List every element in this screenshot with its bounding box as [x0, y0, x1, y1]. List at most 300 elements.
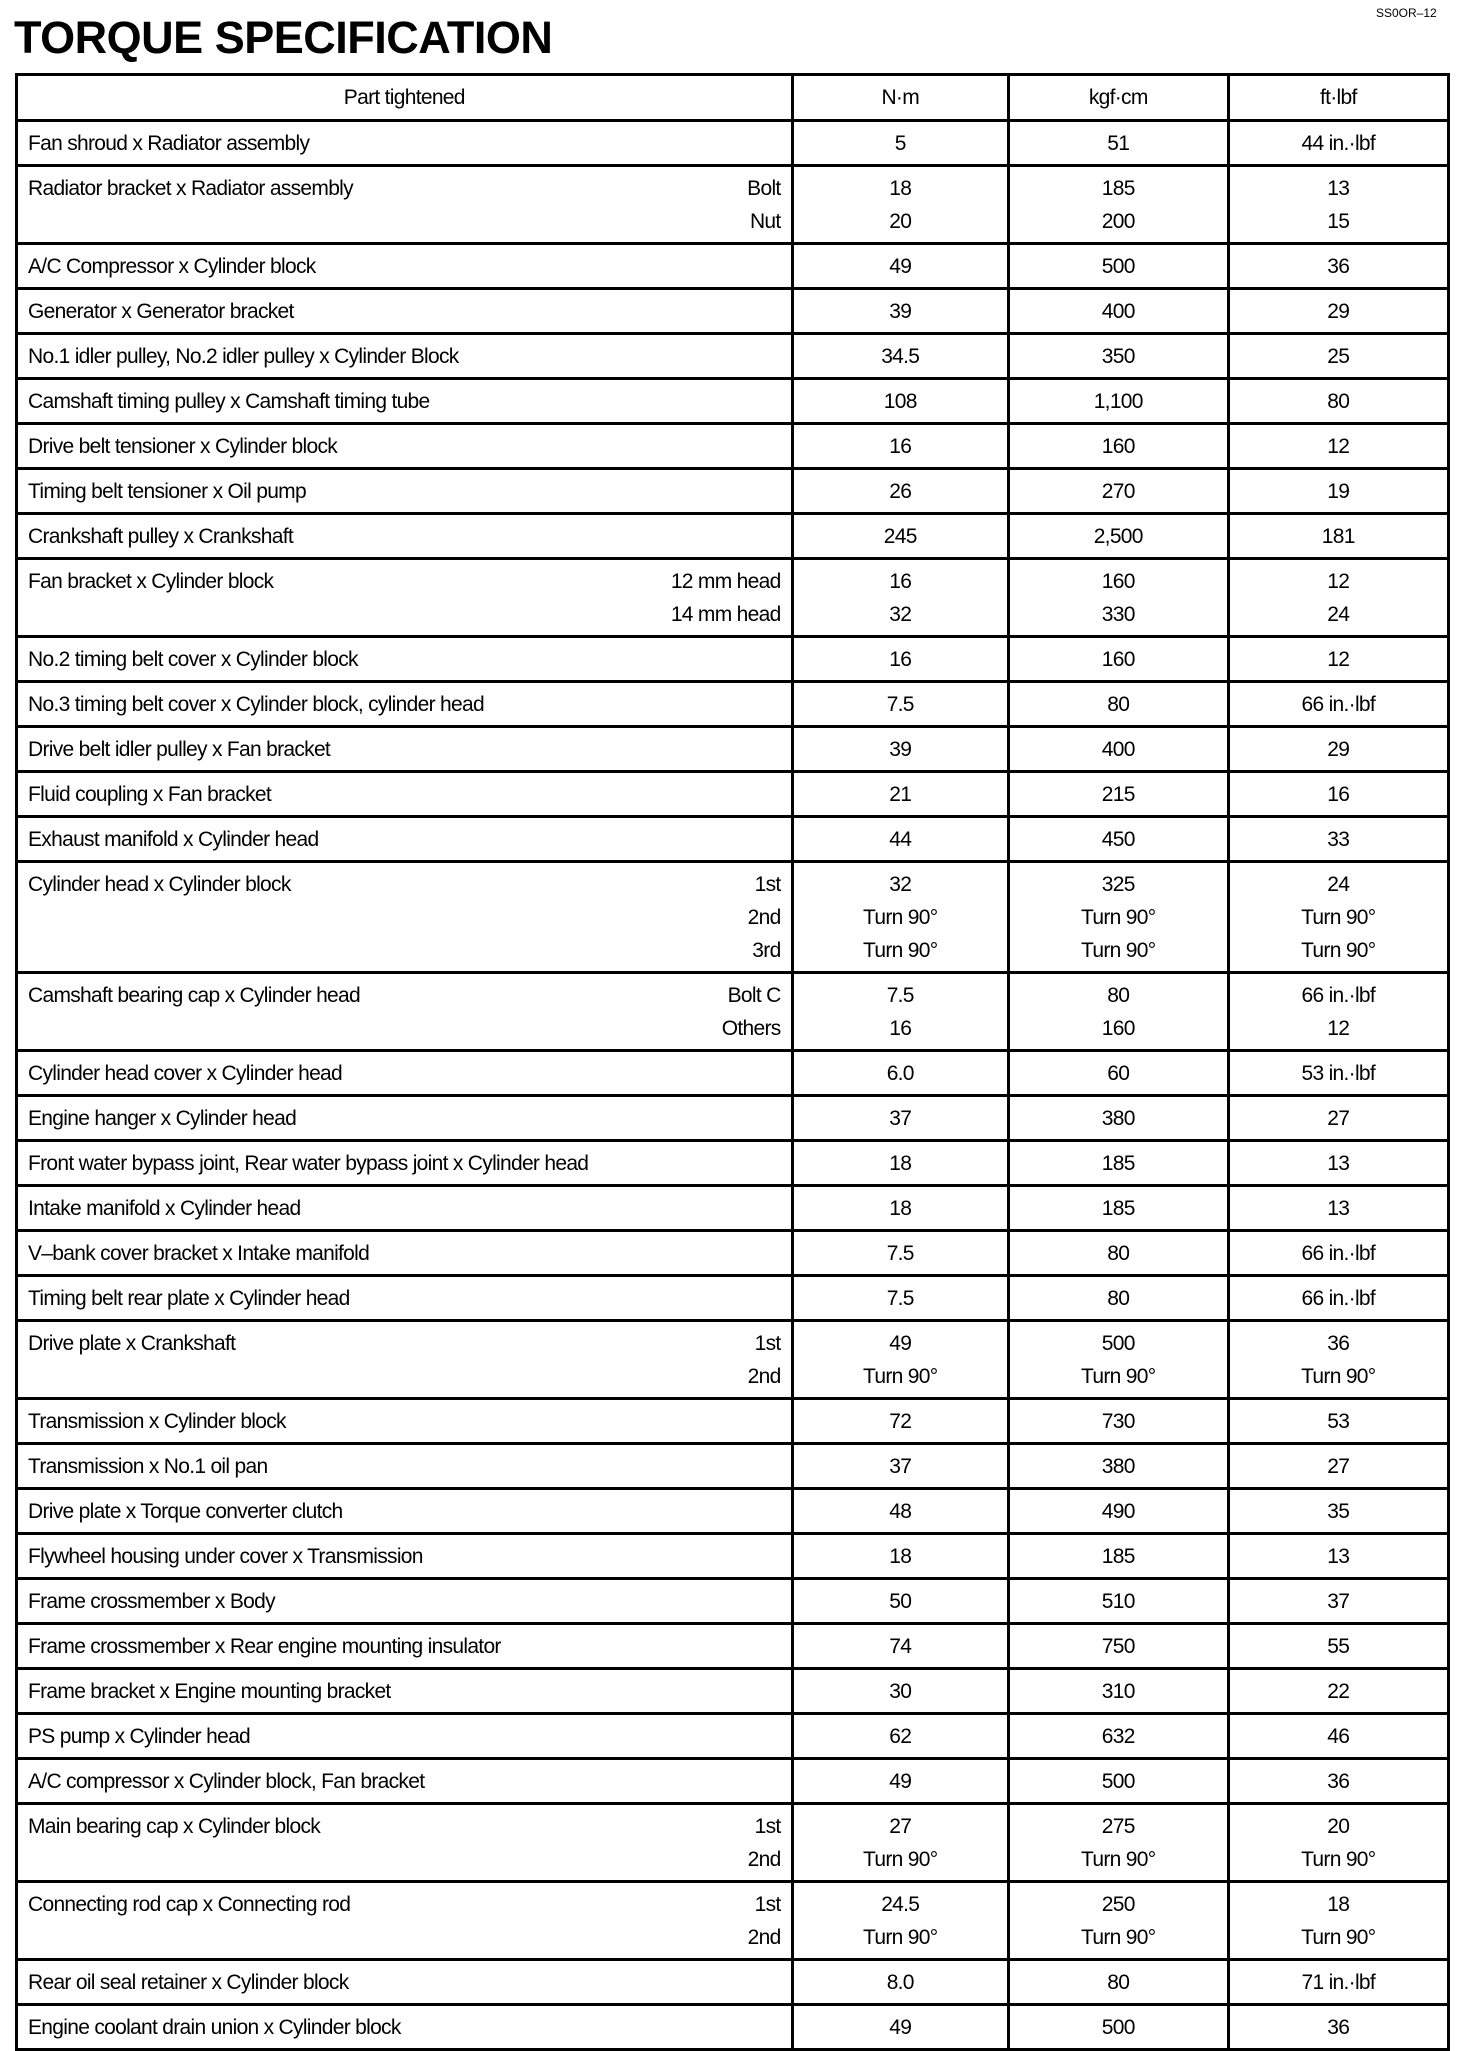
part-name: Main bearing cap x Cylinder block	[28, 1815, 321, 1838]
kgfcm-value: 80	[1107, 1971, 1130, 1994]
part-name: No.1 idler pulley, No.2 idler pulley x Cylinder Block	[28, 345, 459, 368]
kgfcm-value-cell	[1008, 424, 1228, 469]
table-row	[17, 727, 1449, 772]
part-cell	[17, 1051, 793, 1096]
part-name: Drive belt tensioner x Cylinder block	[28, 435, 338, 458]
ftlbf-value: 12	[1327, 648, 1350, 671]
ftlbf-value: 33	[1327, 828, 1350, 851]
nm-value: 74	[889, 1635, 912, 1658]
nm-value: 16	[889, 648, 912, 671]
table-row	[17, 469, 1449, 514]
table-row	[17, 559, 1449, 637]
ftlbf-value-cell	[1228, 682, 1448, 727]
nm-value-cell	[792, 772, 1008, 817]
part-cell	[17, 469, 793, 514]
kgfcm-value-cell	[1008, 1399, 1228, 1444]
condition-label: Bolt C	[727, 984, 781, 1007]
part-cell	[17, 1669, 793, 1714]
nm-value: 50	[889, 1590, 912, 1613]
part-name: Flywheel housing under cover x Transmission	[28, 1545, 423, 1568]
table-row	[17, 1489, 1449, 1534]
part-name: Fan bracket x Cylinder block	[28, 570, 274, 593]
nm-value-cell	[792, 1714, 1008, 1759]
nm-value: 16	[889, 435, 912, 458]
condition-label: Bolt	[747, 177, 781, 200]
kgfcm-value: 160	[1101, 648, 1135, 671]
ftlbf-value: 13	[1327, 1545, 1350, 1568]
nm-value: 18	[889, 1197, 912, 1220]
nm-value: 16	[889, 570, 912, 593]
table-row	[17, 289, 1449, 334]
ftlbf-value: Turn 90°	[1301, 1926, 1376, 1949]
kgfcm-value-cell	[1008, 772, 1228, 817]
kgfcm-value: 160	[1101, 435, 1135, 458]
ftlbf-value: 36	[1327, 1770, 1350, 1793]
ftlbf-value-cell	[1228, 1321, 1448, 1399]
condition-label: 2nd	[747, 1848, 781, 1871]
ftlbf-value: 53	[1327, 1410, 1350, 1433]
nm-value: 21	[889, 783, 912, 806]
part-cell	[17, 973, 793, 1051]
ftlbf-value-cell	[1228, 817, 1448, 862]
ftlbf-value: 13	[1327, 1152, 1350, 1175]
kgfcm-value-cell	[1008, 1624, 1228, 1669]
ftlbf-value-cell	[1228, 727, 1448, 772]
nm-value-cell	[792, 973, 1008, 1051]
ftlbf-value: 37	[1327, 1590, 1350, 1613]
nm-value: 37	[889, 1455, 912, 1478]
kgfcm-value: 510	[1101, 1590, 1135, 1613]
kgfcm-value-cell	[1008, 1444, 1228, 1489]
header-nm: N·m	[792, 75, 1008, 121]
part-name: Drive plate x Crankshaft	[28, 1332, 236, 1355]
nm-value: 20	[889, 210, 912, 233]
nm-value-cell	[792, 121, 1008, 166]
ftlbf-value: 36	[1327, 2016, 1350, 2039]
kgfcm-value-cell	[1008, 727, 1228, 772]
nm-value: 39	[889, 738, 912, 761]
kgfcm-value-cell	[1008, 2005, 1228, 2050]
part-name: Transmission x Cylinder block	[28, 1410, 286, 1433]
part-name: Fan shroud x Radiator assembly	[28, 132, 310, 155]
part-name: Camshaft timing pulley x Camshaft timing tube	[28, 390, 430, 413]
part-name: No.3 timing belt cover x Cylinder block, cylinder head	[28, 693, 484, 716]
nm-value: 7.5	[886, 1287, 914, 1310]
kgfcm-value: 60	[1107, 1062, 1130, 1085]
part-name: Transmission x No.1 oil pan	[28, 1455, 268, 1478]
table-row	[17, 1882, 1449, 1960]
nm-value-cell	[792, 244, 1008, 289]
nm-value: 49	[889, 2016, 912, 2039]
nm-value-cell	[792, 1186, 1008, 1231]
kgfcm-value-cell	[1008, 469, 1228, 514]
ftlbf-value: 35	[1327, 1500, 1350, 1523]
nm-value: 49	[889, 1332, 912, 1355]
nm-value-cell	[792, 2005, 1008, 2050]
torque-table	[15, 73, 1450, 2051]
part-name: Rear oil seal retainer x Cylinder block	[28, 1971, 349, 1994]
condition-label: Others	[721, 1017, 781, 1040]
kgfcm-value: 500	[1101, 2016, 1135, 2039]
condition-label: 2nd	[747, 906, 781, 929]
header-kgfcm: kgf·cm	[1008, 75, 1228, 121]
ftlbf-value: 13	[1327, 177, 1350, 200]
part-name: Cylinder head cover x Cylinder head	[28, 1062, 343, 1085]
nm-value-cell	[792, 1444, 1008, 1489]
part-cell	[17, 637, 793, 682]
nm-value-cell	[792, 682, 1008, 727]
ftlbf-value-cell	[1228, 514, 1448, 559]
kgfcm-value: 185	[1101, 1152, 1135, 1175]
kgfcm-value-cell	[1008, 1489, 1228, 1534]
kgfcm-value: 160	[1101, 570, 1135, 593]
nm-value: 30	[889, 1680, 912, 1703]
ftlbf-value: 19	[1327, 480, 1350, 503]
ftlbf-value-cell	[1228, 1096, 1448, 1141]
part-name: Frame crossmember x Rear engine mounting insulator	[28, 1635, 501, 1658]
kgfcm-value-cell	[1008, 1669, 1228, 1714]
part-cell	[17, 1444, 793, 1489]
kgfcm-value-cell	[1008, 514, 1228, 559]
ftlbf-value: 181	[1321, 525, 1355, 548]
ftlbf-value: 66 in.·lbf	[1301, 984, 1376, 1007]
ftlbf-value: 36	[1327, 1332, 1350, 1355]
kgfcm-value: 185	[1101, 177, 1135, 200]
table-row	[17, 637, 1449, 682]
nm-value-cell	[792, 424, 1008, 469]
nm-value: 39	[889, 300, 912, 323]
part-cell	[17, 1882, 793, 1960]
condition-label: 2nd	[747, 1926, 781, 1949]
kgfcm-value: 750	[1101, 1635, 1135, 1658]
nm-value-cell	[792, 514, 1008, 559]
nm-value: 108	[883, 390, 917, 413]
ftlbf-value: 18	[1327, 1893, 1350, 1916]
nm-value-cell	[792, 1096, 1008, 1141]
kgfcm-value: 400	[1101, 738, 1135, 761]
kgfcm-value: 200	[1101, 210, 1135, 233]
part-cell	[17, 424, 793, 469]
table-row	[17, 1096, 1449, 1141]
nm-value: 8.0	[886, 1971, 914, 1994]
part-cell	[17, 1141, 793, 1186]
nm-value-cell	[792, 166, 1008, 244]
nm-value-cell	[792, 379, 1008, 424]
nm-value-cell	[792, 289, 1008, 334]
ftlbf-value-cell	[1228, 379, 1448, 424]
part-cell	[17, 817, 793, 862]
condition-label: 1st	[754, 873, 781, 896]
kgfcm-value: 350	[1101, 345, 1135, 368]
table-row	[17, 1321, 1449, 1399]
kgfcm-value-cell	[1008, 1882, 1228, 1960]
ftlbf-value: 24	[1327, 873, 1350, 896]
nm-value-cell	[792, 469, 1008, 514]
nm-value: 32	[889, 603, 912, 626]
part-name: Drive belt idler pulley x Fan bracket	[28, 738, 331, 761]
table-row	[17, 973, 1449, 1051]
kgfcm-value-cell	[1008, 289, 1228, 334]
kgfcm-value-cell	[1008, 1759, 1228, 1804]
nm-value: 49	[889, 255, 912, 278]
kgfcm-value: 250	[1101, 1893, 1135, 1916]
nm-value-cell	[792, 1759, 1008, 1804]
nm-value: 7.5	[886, 693, 914, 716]
ftlbf-value-cell	[1228, 1141, 1448, 1186]
ftlbf-value-cell	[1228, 559, 1448, 637]
kgfcm-value: 730	[1101, 1410, 1135, 1433]
nm-value-cell	[792, 1321, 1008, 1399]
nm-value: 37	[889, 1107, 912, 1130]
nm-value-cell	[792, 862, 1008, 973]
ftlbf-value-cell	[1228, 289, 1448, 334]
kgfcm-value-cell	[1008, 166, 1228, 244]
kgfcm-value: 450	[1101, 828, 1135, 851]
header-part: Part tightened	[17, 75, 793, 121]
kgfcm-value: 80	[1107, 1242, 1130, 1265]
ftlbf-value: 20	[1327, 1815, 1350, 1838]
ftlbf-value: Turn 90°	[1301, 939, 1376, 962]
kgfcm-value-cell	[1008, 1321, 1228, 1399]
table-row	[17, 1534, 1449, 1579]
nm-value: Turn 90°	[863, 1365, 938, 1388]
kgfcm-value-cell	[1008, 1534, 1228, 1579]
ftlbf-value: 53 in.·lbf	[1301, 1062, 1376, 1085]
table-row	[17, 166, 1449, 244]
table-row	[17, 1186, 1449, 1231]
ftlbf-value: 25	[1327, 345, 1350, 368]
ftlbf-value: 24	[1327, 603, 1350, 626]
ftlbf-value-cell	[1228, 1882, 1448, 1960]
table-row	[17, 1051, 1449, 1096]
table-row	[17, 1276, 1449, 1321]
nm-value: 7.5	[886, 1242, 914, 1265]
header-ftlbf: ft·lbf	[1228, 75, 1448, 121]
condition-label: 1st	[754, 1893, 781, 1916]
ftlbf-value: 12	[1327, 435, 1350, 458]
kgfcm-value: Turn 90°	[1081, 1365, 1156, 1388]
part-name: A/C compressor x Cylinder block, Fan bracket	[28, 1770, 425, 1793]
kgfcm-value: 400	[1101, 300, 1135, 323]
ftlbf-value: 12	[1327, 1017, 1350, 1040]
table-row	[17, 1579, 1449, 1624]
nm-value: 27	[889, 1815, 912, 1838]
table-row	[17, 514, 1449, 559]
condition-label: 2nd	[747, 1365, 781, 1388]
ftlbf-value: 12	[1327, 570, 1350, 593]
ftlbf-value-cell	[1228, 121, 1448, 166]
nm-value-cell	[792, 817, 1008, 862]
ftlbf-value-cell	[1228, 862, 1448, 973]
ftlbf-value: 27	[1327, 1107, 1350, 1130]
nm-value: 7.5	[886, 984, 914, 1007]
part-name: Frame bracket x Engine mounting bracket	[28, 1680, 391, 1703]
nm-value-cell	[792, 1624, 1008, 1669]
table-row	[17, 1444, 1449, 1489]
kgfcm-value-cell	[1008, 1579, 1228, 1624]
ftlbf-value-cell	[1228, 1399, 1448, 1444]
kgfcm-value: 51	[1107, 132, 1130, 155]
nm-value: 34.5	[881, 345, 920, 368]
ftlbf-value-cell	[1228, 772, 1448, 817]
nm-value-cell	[792, 1882, 1008, 1960]
part-name: Fluid coupling x Fan bracket	[28, 783, 272, 806]
table-row	[17, 121, 1449, 166]
part-name: No.2 timing belt cover x Cylinder block	[28, 648, 358, 671]
nm-value: 72	[889, 1410, 912, 1433]
kgfcm-value: 275	[1101, 1815, 1135, 1838]
table-row	[17, 379, 1449, 424]
table-row	[17, 862, 1449, 973]
nm-value: 245	[883, 525, 917, 548]
part-name: Intake manifold x Cylinder head	[28, 1197, 301, 1220]
part-cell	[17, 334, 793, 379]
document-code: SS0OR–12	[1376, 6, 1437, 20]
ftlbf-value: 46	[1327, 1725, 1350, 1748]
nm-value-cell	[792, 1960, 1008, 2005]
condition-label: 14 mm head	[670, 603, 781, 626]
ftlbf-value: 66 in.·lbf	[1301, 1242, 1376, 1265]
table-row	[17, 772, 1449, 817]
kgfcm-value-cell	[1008, 862, 1228, 973]
ftlbf-value-cell	[1228, 166, 1448, 244]
ftlbf-value: 16	[1327, 783, 1350, 806]
table-row	[17, 2005, 1449, 2050]
part-cell	[17, 1714, 793, 1759]
kgfcm-value: 500	[1101, 1332, 1135, 1355]
ftlbf-value: 22	[1327, 1680, 1350, 1703]
part-cell	[17, 1276, 793, 1321]
part-cell	[17, 1804, 793, 1882]
kgfcm-value-cell	[1008, 1276, 1228, 1321]
condition-label: 1st	[754, 1815, 781, 1838]
nm-value: 48	[889, 1500, 912, 1523]
nm-value-cell	[792, 1276, 1008, 1321]
kgfcm-value-cell	[1008, 1141, 1228, 1186]
part-cell	[17, 1399, 793, 1444]
part-cell	[17, 1534, 793, 1579]
nm-value: 18	[889, 177, 912, 200]
part-cell	[17, 244, 793, 289]
kgfcm-value: Turn 90°	[1081, 1848, 1156, 1871]
part-cell	[17, 1489, 793, 1534]
part-cell	[17, 166, 793, 244]
kgfcm-value-cell	[1008, 379, 1228, 424]
ftlbf-value-cell	[1228, 1579, 1448, 1624]
kgfcm-value: 2,500	[1093, 525, 1143, 548]
part-cell	[17, 772, 793, 817]
nm-value: 5	[894, 132, 906, 155]
part-name: Crankshaft pulley x Crankshaft	[28, 525, 293, 548]
ftlbf-value: 13	[1327, 1197, 1350, 1220]
kgfcm-value: Turn 90°	[1081, 939, 1156, 962]
ftlbf-value-cell	[1228, 1444, 1448, 1489]
ftlbf-value: 44 in.·lbf	[1301, 132, 1376, 155]
part-name: Connecting rod cap x Connecting rod	[28, 1893, 351, 1916]
kgfcm-value: 185	[1101, 1197, 1135, 1220]
ftlbf-value-cell	[1228, 973, 1448, 1051]
part-name: Cylinder head x Cylinder block	[28, 873, 291, 896]
nm-value-cell	[792, 1489, 1008, 1534]
nm-value: 16	[889, 1017, 912, 1040]
ftlbf-value-cell	[1228, 1759, 1448, 1804]
table-row	[17, 244, 1449, 289]
table-row	[17, 334, 1449, 379]
part-cell	[17, 727, 793, 772]
kgfcm-value-cell	[1008, 121, 1228, 166]
nm-value-cell	[792, 1534, 1008, 1579]
ftlbf-value-cell	[1228, 1489, 1448, 1534]
nm-value: 18	[889, 1152, 912, 1175]
ftlbf-value: 27	[1327, 1455, 1350, 1478]
part-cell	[17, 862, 793, 973]
kgfcm-value-cell	[1008, 682, 1228, 727]
kgfcm-value: 310	[1101, 1680, 1135, 1703]
condition-label: 12 mm head	[670, 570, 781, 593]
part-cell	[17, 289, 793, 334]
table-row	[17, 1759, 1449, 1804]
part-name: Drive plate x Torque converter clutch	[28, 1500, 343, 1523]
nm-value-cell	[792, 1579, 1008, 1624]
nm-value-cell	[792, 637, 1008, 682]
part-cell	[17, 1186, 793, 1231]
part-name: Generator x Generator bracket	[28, 300, 294, 323]
ftlbf-value-cell	[1228, 469, 1448, 514]
kgfcm-value: 80	[1107, 1287, 1130, 1310]
kgfcm-value-cell	[1008, 1096, 1228, 1141]
kgfcm-value: 80	[1107, 984, 1130, 1007]
part-cell	[17, 1231, 793, 1276]
kgfcm-value: 80	[1107, 693, 1130, 716]
ftlbf-value-cell	[1228, 1276, 1448, 1321]
part-cell	[17, 1321, 793, 1399]
ftlbf-value-cell	[1228, 1804, 1448, 1882]
condition-label: 3rd	[752, 939, 781, 962]
ftlbf-value-cell	[1228, 1960, 1448, 2005]
nm-value-cell	[792, 1051, 1008, 1096]
nm-value: 62	[889, 1725, 912, 1748]
nm-value: 26	[889, 480, 912, 503]
ftlbf-value: Turn 90°	[1301, 1365, 1376, 1388]
table-row	[17, 1399, 1449, 1444]
nm-value: Turn 90°	[863, 1926, 938, 1949]
kgfcm-value: 325	[1101, 873, 1135, 896]
nm-value: Turn 90°	[863, 939, 938, 962]
part-cell	[17, 1759, 793, 1804]
nm-value-cell	[792, 727, 1008, 772]
ftlbf-value: 29	[1327, 300, 1350, 323]
kgfcm-value-cell	[1008, 1051, 1228, 1096]
kgfcm-value-cell	[1008, 817, 1228, 862]
part-cell	[17, 514, 793, 559]
part-name: Exhaust manifold x Cylinder head	[28, 828, 319, 851]
ftlbf-value-cell	[1228, 637, 1448, 682]
part-cell	[17, 1624, 793, 1669]
table-row	[17, 1960, 1449, 2005]
ftlbf-value: 80	[1327, 390, 1350, 413]
table-row	[17, 1624, 1449, 1669]
ftlbf-value: 36	[1327, 255, 1350, 278]
ftlbf-value-cell	[1228, 334, 1448, 379]
ftlbf-value: 71 in.·lbf	[1301, 1971, 1376, 1994]
kgfcm-value: 160	[1101, 1017, 1135, 1040]
kgfcm-value: 380	[1101, 1107, 1135, 1130]
kgfcm-value: 270	[1101, 480, 1135, 503]
part-cell	[17, 2005, 793, 2050]
table-row	[17, 1804, 1449, 1882]
ftlbf-value-cell	[1228, 1624, 1448, 1669]
kgfcm-value-cell	[1008, 1714, 1228, 1759]
